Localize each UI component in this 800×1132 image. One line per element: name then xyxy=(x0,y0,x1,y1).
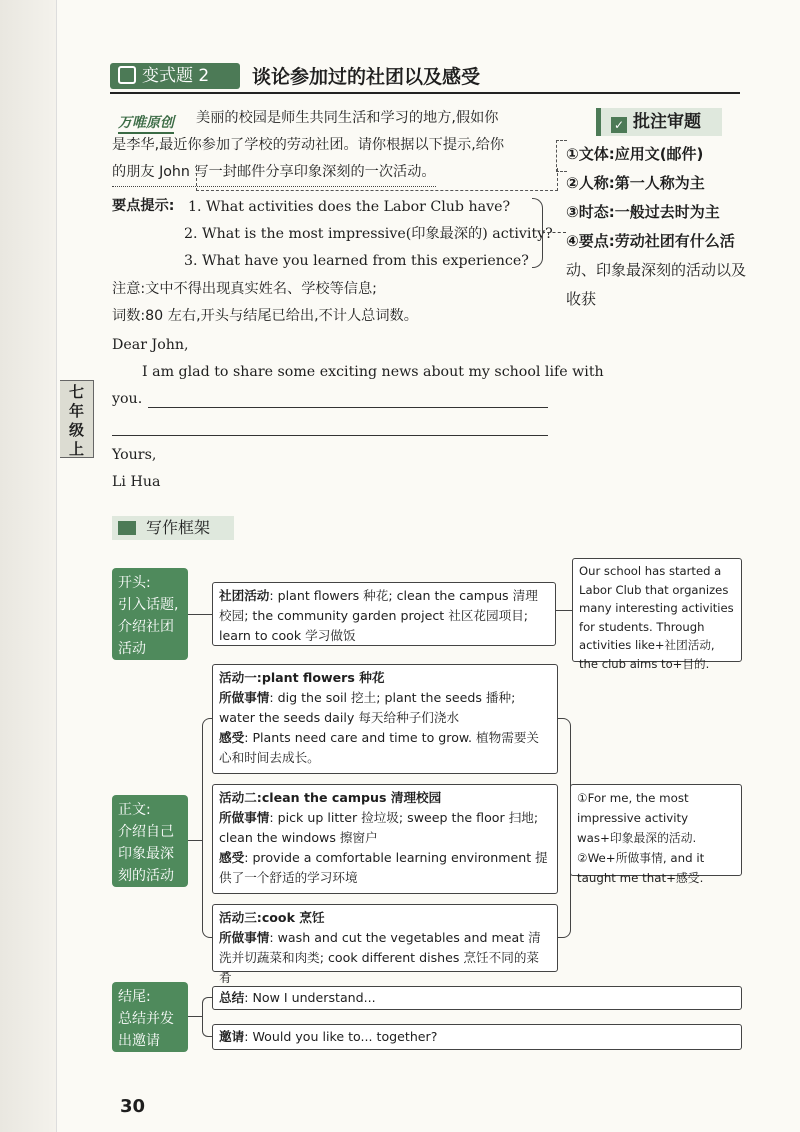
task-line-2: 是李华,最近你参加了学校的劳动社团。请你根据以下提示,给你 xyxy=(112,137,505,153)
feel-text: provide a comfortable learning environment 提供了一个舒适的学习环境 xyxy=(219,850,548,885)
summary-text: Now I understand... xyxy=(252,990,376,1005)
invite-box: 邀请: Would you like to... together? xyxy=(212,1024,742,1050)
section-label-line: 印象最深 xyxy=(118,846,174,862)
club-key: 社团活动 xyxy=(219,588,270,603)
writing-line-2[interactable] xyxy=(112,435,548,436)
do-text: pick up litter 捡垃圾; sweep the floor 扫地; clean the windows 擦窗户 xyxy=(219,810,539,845)
do-text: dig the soil 挖土; plant the seeds 播种; water the seeds daily 每天给种子们浇水 xyxy=(219,690,516,725)
club-activities-box: 社团活动: plant flowers 种花; clean the campus 清理校园; the community garden project 社区花园项目; learn to cook 学习做饭 xyxy=(212,582,556,646)
feel-key: 感受 xyxy=(219,850,245,865)
opening-continued: you. xyxy=(112,391,143,407)
points-brace xyxy=(532,198,543,268)
do-key: 所做事情 xyxy=(219,930,270,945)
points-label: 要点提示: xyxy=(112,198,175,214)
summary-box: 总结: Now I understand... xyxy=(212,986,742,1010)
section-label-line: 引入话题, xyxy=(118,597,179,613)
greeting: Dear John, xyxy=(112,337,189,353)
signature: Li Hua xyxy=(112,474,161,490)
section-label-line: 介绍社团 xyxy=(118,619,174,635)
summary-key: 总结 xyxy=(219,990,245,1005)
do-key: 所做事情 xyxy=(219,690,270,705)
annotation-list xyxy=(566,140,746,314)
annotation-title: 批注审题 xyxy=(633,112,701,132)
feel-text: Plants need care and time to grow. 植物需要关心和时间去成长。 xyxy=(219,730,540,765)
body-sentence-box: ①For me, the most impressive activity was+印象最深的活动. ②We+所做事情, and it taught me that+感受. xyxy=(570,784,742,876)
cube-icon xyxy=(118,66,136,84)
opening-sentence-box: Our school has started a Labor Club that organizes many interesting activities for students. Through activities like+社团活动, the club aims to+目的. xyxy=(572,558,742,662)
feel-key: 感受 xyxy=(219,730,245,745)
word-count: 词数:80 左右,开头与结尾已给出,不计人总词数。 xyxy=(112,308,418,324)
task-line-1: 美丽的校园是师生共同生活和学习的地方,假如你 xyxy=(196,110,499,126)
framework-title: 写作框架 xyxy=(146,518,211,537)
activity-3-box: 活动三:cook 烹饪 所做事情: wash and cut the vegetables and meat 清洗并切蔬菜和肉类; cook different dishes 烹饪不同的菜肴 xyxy=(212,904,558,972)
grade-char: 级 xyxy=(68,421,84,439)
task-line-3: 的朋友 John 写一封邮件分享印象深刻的一次活动。 xyxy=(112,159,436,187)
activity-title: 活动一:plant flowers 种花 xyxy=(219,670,385,685)
annotation-item: 收获 xyxy=(566,290,597,308)
variant-badge-label: 变式题 2 xyxy=(142,66,210,86)
annotation-item: ①文体:应用文(邮件) xyxy=(566,145,704,163)
invite-text: Would you like to... together? xyxy=(252,1029,438,1044)
connector xyxy=(556,610,572,611)
section-body-label xyxy=(112,795,188,887)
club-text: plant flowers 种花; clean the campus 清理校园; the community garden project 社区花园项目; learn to cook 学习做饭 xyxy=(219,588,538,643)
check-icon: ✓ xyxy=(611,117,627,133)
annotation-item: ④要点:劳动社团有什么活 xyxy=(566,232,735,250)
points-connector xyxy=(542,232,566,233)
grade-char: 上 xyxy=(68,440,84,458)
annotation-item: 动、印象最深刻的活动以及 xyxy=(566,261,747,279)
page-number: 30 xyxy=(120,1096,146,1117)
invite-key: 邀请 xyxy=(219,1029,245,1044)
do-key: 所做事情 xyxy=(219,810,270,825)
opening-sentence: I am glad to share some exciting news about my school life with xyxy=(142,364,604,380)
activity-2-box: 活动二:clean the campus 清理校园 所做事情: pick up litter 捡垃圾; sweep the floor 扫地; clean the windows 擦窗户 感受: provide a comfortable learning environment 提供了一个舒适的学习环境 xyxy=(212,784,558,894)
brand-label: 万唯原创 xyxy=(118,112,174,134)
section-label-line: 刻的活动 xyxy=(118,868,174,884)
binding-edge xyxy=(0,0,56,1132)
framework-icon xyxy=(118,521,136,535)
annotation-item: ②人称:第一人称为主 xyxy=(566,174,705,192)
section-label-line: 正文: xyxy=(118,802,151,818)
writing-line-1[interactable] xyxy=(148,407,548,408)
notice: 注意:文中不得出现真实姓名、学校等信息; xyxy=(112,281,377,297)
section-label-line: 活动 xyxy=(118,641,146,657)
annotation-item: ③时态:一般过去时为主 xyxy=(566,203,720,221)
section-label-line: 开头: xyxy=(118,575,151,591)
section-label-line: 介绍自己 xyxy=(118,824,174,840)
section-label-line: 总结并发 xyxy=(118,1011,174,1027)
point-1: 1. What activities does the Labor Club have? xyxy=(188,199,511,215)
do-text: wash and cut the vegetables and meat 清洗并切蔬菜和肉类; cook different dishes 烹饪不同的菜肴 xyxy=(219,930,541,985)
activity-1-box: 活动一:plant flowers 种花 所做事情: dig the soil 挖土; plant the seeds 播种; water the seeds daily 每天给种子们浇水 感受: Plants need care and time to grow. 植物需要关心和时间去成长。 xyxy=(212,664,558,774)
page-title: 谈论参加过的社团以及感受 xyxy=(252,66,481,88)
section-label-line: 出邀请 xyxy=(118,1033,160,1049)
highlight-bracket xyxy=(196,168,558,191)
section-label-line: 结尾: xyxy=(118,989,151,1005)
grade-char: 七 xyxy=(68,383,84,401)
activity-title: 活动二:clean the campus 清理校园 xyxy=(219,790,442,805)
point-3: 3. What have you learned from this experience? xyxy=(184,253,529,269)
section-ending-label xyxy=(112,982,188,1052)
activity-title: 活动三:cook 烹饪 xyxy=(219,910,325,925)
framework-badge xyxy=(112,516,234,540)
variant-badge xyxy=(110,63,240,89)
connector xyxy=(188,840,202,841)
connector xyxy=(188,1016,202,1017)
connector xyxy=(188,614,212,615)
closing: Yours, xyxy=(112,447,157,463)
point-2: 2. What is the most impressive(印象最深的) activity? xyxy=(184,226,553,242)
grade-char: 年 xyxy=(68,402,84,420)
grade-tab xyxy=(60,380,94,458)
section-opening-label xyxy=(112,568,188,660)
annotation-badge xyxy=(596,108,722,136)
